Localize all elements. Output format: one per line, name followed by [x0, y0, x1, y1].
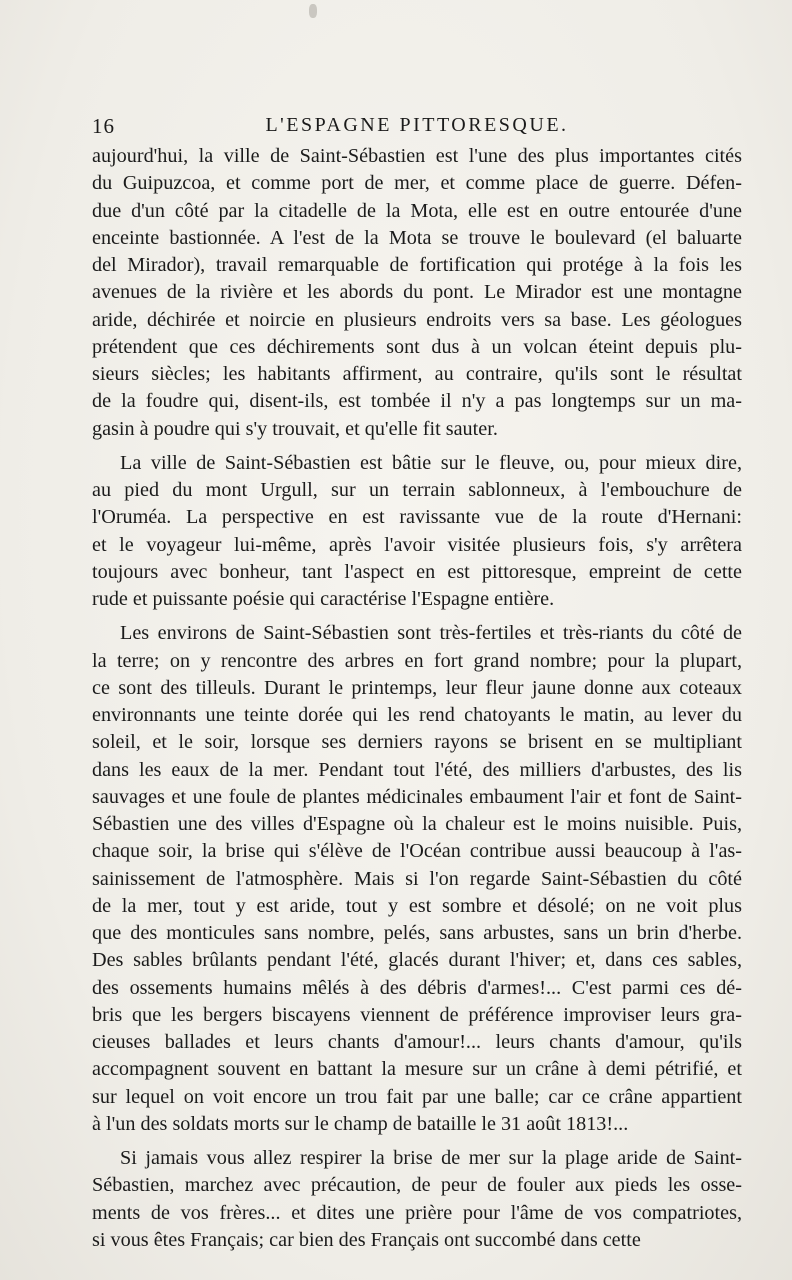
text-line: sauvages et une foule de plantes médicinales embaument l'air et font de Saint- [92, 785, 742, 808]
text-line: à l'un des soldats morts sur le champ de bataille le 31 août 1813!... [92, 1112, 629, 1135]
text-line: avenues de la rivière et les abords du pont. Le Mirador est une montagne [92, 281, 742, 304]
text-line: bris que les bergers biscayens viennent de préférence improviser leurs gra- [92, 1003, 742, 1026]
text-line: Les environs de Saint-Sébastien sont très-fertiles et très-riants du côté de [120, 622, 742, 645]
text-line: ce sont des tilleuls. Durant le printemps, leur fleur jaune donne aux coteaux [92, 676, 742, 699]
text-line: aujourd'hui, la ville de Saint-Sébastien est l'une des plus importantes cités [92, 145, 742, 167]
text-line: due d'un côté par la citadelle de la Mota, elle est en outre entourée d'une [92, 199, 742, 222]
paragraph [92, 450, 742, 614]
text-line: sieurs siècles; les habitants affirment, au contraire, qu'ils sont le résultat [92, 363, 742, 385]
body-text [92, 143, 742, 1254]
text-line: l'Oruméa. La perspective en est ravissante vue de la route d'Hernani: [92, 506, 742, 529]
text-line: la terre; on y rencontre des arbres en fort grand nombre; pour la plupart, [92, 649, 742, 672]
text-line: si vous êtes Français; car bien des Français ont succombé dans cette [92, 1228, 641, 1251]
text-line: des ossements humains mêlés à des débris d'armes!... C'est parmi ces dé- [92, 976, 742, 999]
text-line: de la mer, tout y est aride, tout y est sombre et désolé; on ne voit plus [92, 894, 742, 917]
text-line: del Mirador), travail remarquable de fortification qui protége à la fois les [92, 254, 742, 276]
page-number: 16 [92, 114, 115, 138]
text-line: prétendent que ces déchirements sont dus à un volcan éteint depuis plu- [92, 335, 742, 358]
paragraph [92, 143, 742, 443]
text-line: chaque soir, la brise qui s'élève de l'Océan contribue aussi beaucoup à l'as- [92, 840, 742, 863]
text-line: sainissement de l'atmosphère. Mais si l'on regarde Saint-Sébastien du côté [92, 867, 742, 890]
text-line: toujours avec bonheur, tant l'aspect en est pittoresque, empreint de cette [92, 560, 742, 583]
text-line: enceinte bastionnée. A l'est de la Mota se trouve le boulevard (el baluarte [92, 226, 742, 249]
text-line: cieuses ballades et leurs chants d'amour!... leurs chants d'amour, qu'ils [92, 1031, 742, 1053]
paragraph [92, 620, 742, 1138]
text-line: aride, déchirée et noircie en plusieurs endroits vers sa base. Les géologues [92, 308, 742, 331]
text-line: sur lequel on voit encore un trou fait par une balle; car ce crâne appartient [92, 1085, 742, 1108]
running-title: L'ESPAGNE PITTORESQUE. [265, 114, 569, 136]
text-line: Si jamais vous allez respirer la brise de mer sur la plage aride de Saint- [120, 1147, 742, 1169]
text-line: ments de vos frères... et dites une prière pour l'âme de vos compatriotes, [92, 1201, 742, 1224]
text-line: La ville de Saint-Sébastien est bâtie sur le fleuve, ou, pour mieux dire, [120, 451, 742, 474]
text-line: gasin à poudre qui s'y trouvait, et qu'elle fit sauter. [92, 417, 498, 440]
text-line: de la foudre qui, disent-ils, est tombée il n'y a pas longtemps sur un ma- [92, 390, 742, 413]
text-line: et le voyageur lui-même, après l'avoir visitée plusieurs fois, s'y arrêtera [92, 533, 742, 556]
text-line: que des monticules sans nombre, pelés, sans arbustes, sans un brin d'herbe. [92, 922, 742, 944]
text-line: au pied du mont Urgull, sur un terrain sablonneux, à l'embouchure de [92, 479, 742, 501]
text-line: accompagnent souvent en battant la mesure sur un crâne à demi pétrifié, et [92, 1058, 742, 1081]
text-line: Sébastien une des villes d'Espagne où la chaleur est le moins nuisible. Puis, [92, 813, 742, 835]
text-line: Des sables brûlants pendant l'été, glacés durant l'hiver; et, dans ces sables, [92, 949, 742, 972]
running-head [92, 110, 742, 140]
text-line: rude et puissante poésie qui caractérise l'Espagne entière. [92, 588, 555, 610]
text-line: dans les eaux de la mer. Pendant tout l'été, des milliers d'arbustes, des lis [92, 758, 742, 781]
paragraph [92, 1145, 742, 1254]
text-line: Sébastien, marchez avec précaution, de peur de fouler aux pieds les osse- [92, 1174, 742, 1197]
text-line: environnants une teinte dorée qui les rend chatoyants le matin, au lever du [92, 704, 742, 726]
text-line: soleil, et le soir, lorsque ses derniers rayons se brisent en se multipliant [92, 731, 742, 754]
paper-blemish [309, 4, 317, 18]
text-line: du Guipuzcoa, et comme port de mer, et comme place de guerre. Défen- [92, 172, 742, 195]
